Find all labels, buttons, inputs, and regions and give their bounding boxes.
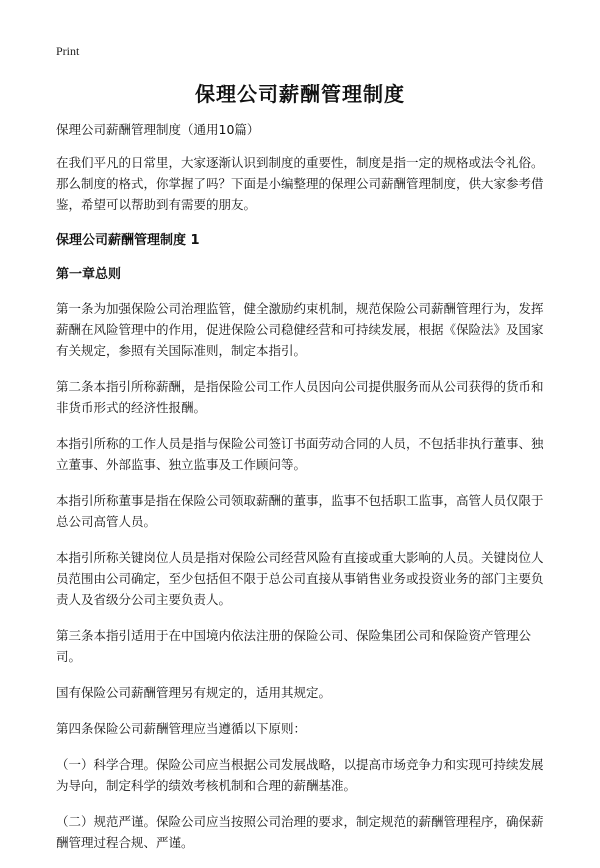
paragraph-key-positions: 本指引所称关键岗位人员是指对保险公司经营风险有直接或重大影响的人员。关键岗位人员范围由公司确定，至少包括但不限于总公司直接从事销售业务或投资业务的部门主要负责人及省级分公司主要负责人。 (56, 550, 544, 607)
paragraph-principle-1: （一）科学合理。保险公司应当根据公司发展战略，以提高市场竞争力和实现可持续发展为导向，制定科学的绩效考核机制和合理的薪酬基准。 (56, 757, 544, 793)
paragraph-article-4: 第四条保险公司薪酬管理应当遵循以下原则： (56, 721, 307, 736)
document-subtitle: 保理公司薪酬管理制度（通用10篇） (56, 122, 260, 137)
chapter-heading: 第一章总则 (56, 267, 122, 282)
intro-paragraph: 在我们平凡的日常里，大家逐渐认识到制度的重要性，制度是指一定的规格或法令礼俗。那么制度的格式，你掌握了吗？下面是小编整理的保理公司薪酬管理制度，供大家参考借鉴，希望可以帮助到有需要的朋友。 (56, 155, 544, 212)
paragraph-director-definition: 本指引所称董事是指在保险公司领取薪酬的董事，监事不包括职工监事，高管人员仅限于总公司高管人员。 (56, 493, 544, 529)
section-heading: 保理公司薪酬管理制度 1 (56, 233, 200, 248)
paragraph-principle-2: （二）规范严谨。保险公司应当按照公司治理的要求，制定规范的薪酬管理程序，确保薪酬管理过程合规、严谨。 (56, 814, 544, 850)
paragraph-state-owned: 国有保险公司薪酬管理另有规定的，适用其规定。 (56, 685, 332, 700)
print-link[interactable]: Print (56, 44, 80, 58)
paragraph-article-1: 第一条为加强保险公司治理监管，健全激励约束机制，规范保险公司薪酬管理行为，发挥薪酬在风险管理中的作用，促进保险公司稳健经营和可持续发展，根据《保险法》及国家有关规定，参照有关国际准则，制定本指引。 (56, 301, 544, 358)
paragraph-staff-definition: 本指引所称的工作人员是指与保险公司签订书面劳动合同的人员，不包括非执行董事、独立董事、外部监事、独立监事及工作顾问等。 (56, 436, 544, 472)
document-body (56, 120, 552, 868)
page-title: 保理公司薪酬管理制度 (195, 82, 405, 106)
paragraph-article-3: 第三条本指引适用于在中国境内依法注册的保险公司、保险集团公司和保险资产管理公司。 (56, 628, 532, 664)
paragraph-article-2: 第二条本指引所称薪酬，是指保险公司工作人员因向公司提供服务而从公司获得的货币和非货币形式的经济性报酬。 (56, 379, 544, 415)
